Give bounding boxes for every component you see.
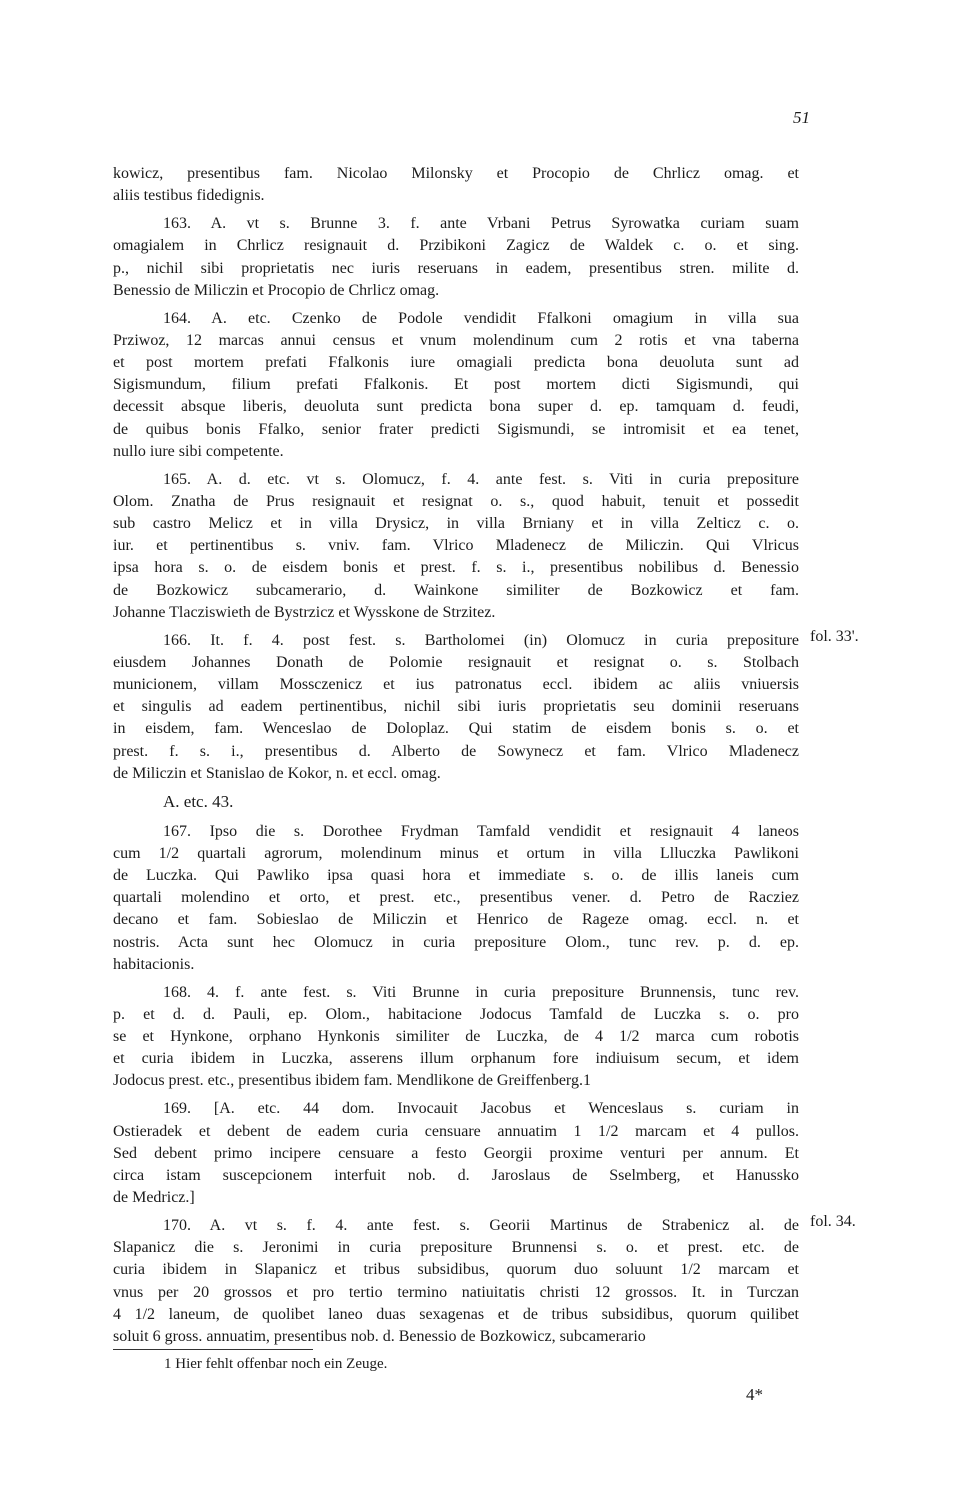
text-line: curia ibidem in Slapanicz et tribus subsidibus, quorum duo soluunt 1/2 marcam et	[113, 1261, 799, 1279]
text-line: quartali molendino et orto, et prest. etc., presentibus vener. d. Petro de Racziez	[113, 889, 799, 907]
text-line: et post mortem prefati Ffalkonis iure omagiali predicta bona deuoluta sunt ad	[113, 354, 799, 372]
text-line: decano et fam. Sobieslao de Miliczin et Henrico de Rageze omag. eccl. n. et	[113, 911, 799, 929]
text-line: ipsa hora s. o. de eisdem bonis et prest. f. s. i., presentibus nobilibus d. Benessio	[113, 559, 799, 577]
text-line: 168. 4. f. ante fest. s. Viti Brunne in curia prepositure Brunnensis, tunc rev.	[163, 983, 799, 1001]
text-line: p., nichil sibi proprietatis nec iuris reseruans in eadem, presentibus stren. milite d.	[113, 259, 799, 277]
entry-b1	[113, 163, 799, 207]
text-line: Ostieradek et debent de eadem curia censuare annuatim 1 1/2 marcam et 4 pullos.	[113, 1122, 799, 1140]
entry-b165	[113, 469, 799, 624]
text-line: in eisdem, fam. Wenceslao de Doloplaz. Qui statim de eisdem bonis s. o. et	[113, 720, 799, 738]
text-line: municionem, villam Mossczenicz et ius patronatus eccl. ibidem ac aliis vniuersis	[113, 676, 799, 694]
document-body	[113, 163, 799, 1354]
text-line: 165. A. d. etc. vt s. Olomucz, f. 4. ante fest. s. Viti in curia prepositure	[163, 470, 799, 488]
text-line: nostris. Acta sunt hec Olomucz in curia prepositure Olom., tunc rev. p. d. ep.	[113, 933, 799, 951]
text-line: sub castro Melicz et in villa Drysicz, in villa Brniany et in villa Zelticz c. o.	[113, 515, 799, 533]
page-number: 51	[793, 108, 810, 127]
text-line: nullo iure sibi competente.	[113, 442, 284, 460]
text-line: de Medricz.]	[113, 1189, 195, 1207]
text-line: decessit absque liberis, deuoluta sunt predicta bona super d. ep. tamquam d. feudi,	[113, 398, 799, 416]
entry-b167	[113, 821, 799, 976]
text-line: prest. f. s. i., presentibus d. Alberto de Sowynecz et fam. Vlrico Mladenecz	[113, 742, 799, 760]
text-line: vnus per 20 grossos et pro tertio termino natiuitatis christi 12 grossos. It. in Turczan	[113, 1283, 799, 1301]
text-line: se et Hynkone, orphano Hynkonis similiter de Luczka, de 4 1/2 marca cum robotis	[113, 1028, 799, 1046]
signature-mark: 4*	[746, 1385, 763, 1404]
text-line: omagialem in Chrlicz resignauit d. Przibikoni Zagicz de Waldek c. o. et sing.	[113, 237, 799, 255]
entry-b168	[113, 982, 799, 1093]
entry-b163	[113, 213, 799, 302]
text-line: kowicz, presentibus fam. Nicolao Milonsky et Procopio de Chrlicz omag. et	[113, 165, 799, 182]
text-line: Johanne Tlacziswieth de Bystrzicz et Wysskone de Strzitez.	[113, 603, 496, 621]
entry-b170	[113, 1215, 799, 1348]
text-line: Sigismundum, filium prefati Ffalkonis. Et post mortem dicti Sigismundi, qui	[113, 376, 799, 394]
text-line: et singulis ad eadem pertinentibus, nichil sibi iuris proprietatis seu dominii reseruans	[113, 698, 799, 716]
text-line: 164. A. etc. Czenko de Podole vendidit Ffalkoni omagium in villa sua	[163, 309, 799, 327]
footnote-rule	[113, 1349, 313, 1350]
text-line: soluit 6 gross. annuatim, presentibus nob. d. Benessio de Bozkowicz, subcamerario	[113, 1327, 646, 1345]
footnote: 1 Hier fehlt offenbar noch ein Zeuge.	[164, 1356, 388, 1372]
entry-b166	[113, 630, 799, 785]
text-line: de Bozkowicz subcamerario, d. Wainkone similiter de Bozkowicz et fam.	[113, 581, 799, 599]
text-line: 169. [A. etc. 44 dom. Invocauit Jacobus et Wenceslaus s. curiam in	[163, 1100, 799, 1118]
text-line: 4 1/2 laneum, de quolibet laneo duas sexagenas et de tribus subsidibus, quorum quilibet	[113, 1305, 799, 1323]
text-line: 166. It. f. 4. post fest. s. Bartholomei (in) Olomucz in curia prepositure	[163, 631, 799, 649]
text-line: Slapanicz die s. Jeronimi in curia prepositure Brunnensi s. o. et prest. etc. de	[113, 1239, 799, 1257]
entry-b169	[113, 1098, 799, 1209]
text-line: de Miliczin et Stanislao de Kokor, n. et eccl. omag.	[113, 764, 441, 782]
text-line: eiusdem Johannes Donath de Polomie resignauit et resignat o. s. Stolbach	[113, 653, 799, 671]
text-line: circa istam suscepcionem interfuit nob. d. Jaroslaus de Sselmberg, et Hanussko	[113, 1166, 799, 1184]
text-line: Benessio de Miliczin et Procopio de Chrlicz omag.	[113, 281, 440, 299]
margin-note-fol-33: fol. 33'.	[810, 628, 859, 645]
margin-note-fol-34: fol. 34.	[810, 1213, 856, 1230]
section-heading-text: A. etc. 43.	[163, 791, 234, 811]
text-line: p. et d. d. Pauli, ep. Olom., habitacione Jodocus Tamfald de Luczka s. o. pro	[113, 1005, 799, 1023]
text-line: Olom. Znatha de Prus resignauit et resignat o. s., quod habuit, tenuit et possedit	[113, 492, 799, 510]
text-line: aliis testibus fidedignis.	[113, 187, 265, 205]
text-line: cum 1/2 quartali agrorum, molendinum minus et ortum in villa Llluczka Pawlikoni	[113, 844, 799, 862]
text-line: iur. et pertinentibus s. vniv. fam. Vlrico Mladenecz de Miliczin. Qui Vlricus	[113, 537, 799, 555]
section-heading	[113, 791, 799, 815]
text-line: 170. A. vt s. f. 4. ante fest. s. Georii Martinus de Strabenicz al. de	[163, 1217, 799, 1235]
text-line: habitacionis.	[113, 955, 195, 973]
text-line: 167. Ipso die s. Dorothee Frydman Tamfald vendidit et resignauit 4 laneos	[163, 822, 799, 840]
text-line: Sed debent primo incipere censuare a festo Georgii proxime venturi per annum. Et	[113, 1144, 799, 1162]
text-line: de quibus bonis Ffalko, senior frater predicti Sigismundi, se intromisit et ea tenet,	[113, 420, 799, 438]
text-line: 163. A. vt s. Brunne 3. f. ante Vrbani Petrus Syrowatka curiam suam	[163, 215, 799, 233]
text-line: Jodocus prest. etc., presentibus ibidem fam. Mendlikone de Greiffenberg.1	[113, 1072, 591, 1090]
text-line: Prziwoz, 12 marcas annui census et vnum molendinum cum 2 rotis et vna taberna	[113, 331, 799, 349]
text-line: de Luczka. Qui Pawliko ipsa quasi hora et immediate s. o. de illis laneis cum	[113, 867, 799, 885]
entry-b164	[113, 308, 799, 463]
text-line: et curia ibidem in Luczka, asserens illum orphanum fore indiuisum secum, et idem	[113, 1050, 799, 1068]
